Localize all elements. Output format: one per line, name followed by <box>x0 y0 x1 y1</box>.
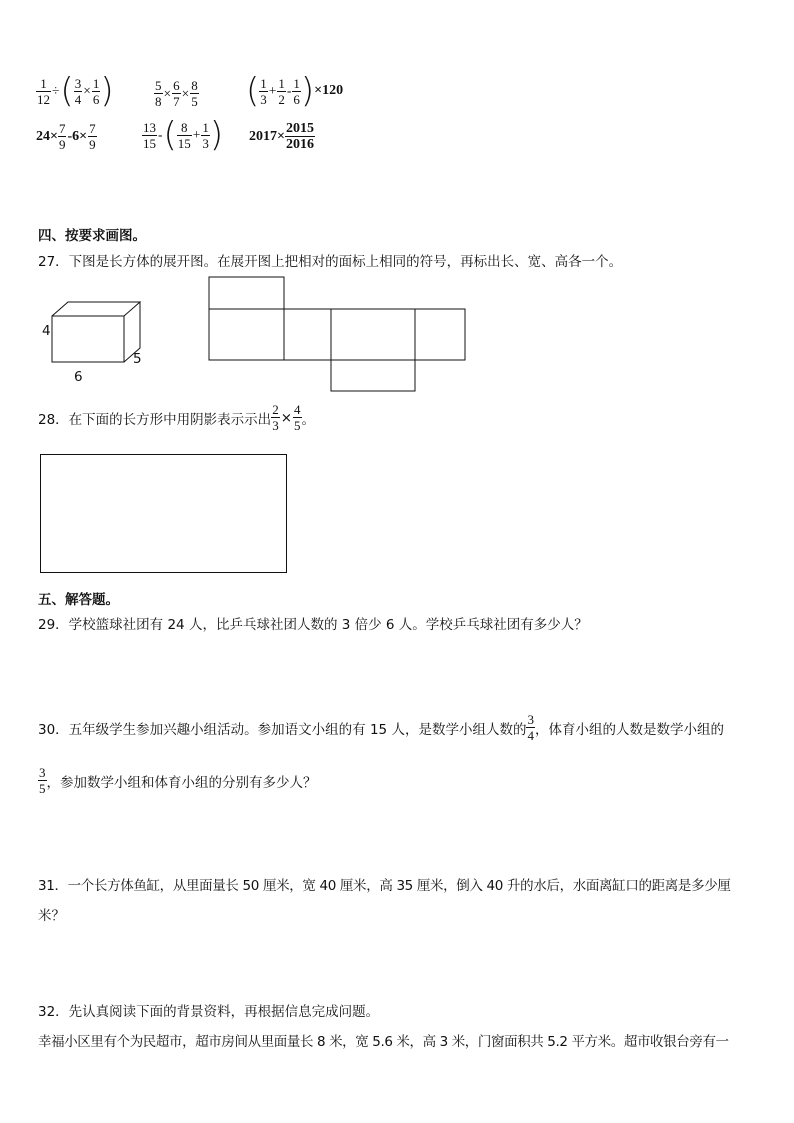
fraction: $\frac{3}{4}$ <box>74 75 82 107</box>
question-28-text <box>38 402 315 433</box>
operator: + <box>192 127 201 142</box>
fraction: $\frac{7}{9}$ <box>58 121 66 152</box>
net-face-top <box>209 277 284 309</box>
fraction: $\frac{13}{15}$ <box>143 119 156 151</box>
question-29-text: 29．学校篮球社团有 24 人，比乒乓球社团人数的 3 倍少 6 人。学校乒乓球社团有多少人？ <box>38 617 588 633</box>
question-31-line-1: 31．一个长方体鱼缸，从里面量长 50 厘米，宽 40 厘米，高 35 厘米，倒入 40 升的水后，水面离缸口的距离是多少厘 <box>38 878 731 894</box>
question-27-text: 27．下图是长方体的展开图。在展开图上把相对的面标上相同的符号，再标出长、宽、高各一个。 <box>38 254 623 270</box>
fraction: $\frac{8}{15}$ <box>177 119 191 151</box>
operator: - <box>158 127 163 142</box>
fraction: $\frac{7}{9}$ <box>89 121 96 152</box>
question-28-prefix: 28．在下面的长方形中用阴影表示示出 <box>38 411 272 428</box>
question-30-text-b: ，体育小组的人数是数学小组的 <box>534 721 724 738</box>
operator: ÷ <box>52 83 60 98</box>
operator: + <box>268 83 277 98</box>
operator: × <box>83 83 91 98</box>
fraction: $\frac{3}{4}$ <box>527 712 534 743</box>
right-paren: ) <box>300 71 315 111</box>
question-32-line-1: 32．先认真阅读下面的背景资料，再根据信息完成问题。 <box>38 1004 380 1020</box>
cuboid-length-label: 6 <box>74 369 83 385</box>
fraction: $\frac{3}{5}$ <box>39 765 46 796</box>
fraction: $\frac{1}{2}$ <box>278 75 285 107</box>
net-face-1 <box>209 309 284 360</box>
left-paren: ( <box>246 71 260 111</box>
fraction: $\frac{6}{7}$ <box>173 78 180 109</box>
fraction: $\frac{1}{3}$ <box>202 119 209 151</box>
lead-term: 2017× <box>249 128 285 144</box>
operator: -6× <box>67 128 88 144</box>
left-paren: ( <box>60 71 74 111</box>
fraction: $\frac{4}{5}$ <box>294 402 301 433</box>
fraction: $\frac{1}{6}$ <box>293 75 300 107</box>
right-paren: ) <box>209 115 224 155</box>
section-5-title: 五、解答题。 <box>38 592 119 608</box>
question-28-suffix: 。 <box>301 411 315 428</box>
operator: × <box>181 85 190 101</box>
cuboid-width-label: 5 <box>133 351 142 367</box>
net-face-bottom <box>331 360 415 391</box>
right-paren: ) <box>100 71 114 111</box>
question-31-line-2: 米？ <box>38 908 65 924</box>
question-30-text-a: 30．五年级学生参加兴趣小组活动。参加语文小组的有 15 人，是数学小组人数的 <box>38 721 527 738</box>
net-face-4 <box>415 309 465 360</box>
fraction: $\frac{1}{6}$ <box>92 75 100 107</box>
section-4-title: 四、按要求画图。 <box>38 228 146 244</box>
fraction: $\frac{2015}{2016}$ <box>285 121 314 152</box>
operator: × <box>280 409 292 426</box>
operator: - <box>286 83 292 98</box>
question-30-text-c: ，参加数学小组和体育小组的分别有多少人？ <box>46 774 317 791</box>
shading-rectangle[interactable] <box>40 454 287 573</box>
multiplier: ×120 <box>314 83 344 98</box>
operator: × <box>163 85 172 101</box>
fraction: $\frac{1}{12}$ <box>37 75 50 107</box>
cuboid-height-label: 4 <box>42 323 51 339</box>
left-paren: ( <box>163 115 177 155</box>
question-30-line-1 <box>38 712 724 743</box>
lead-term: 24× <box>36 128 58 144</box>
fraction: $\frac{5}{8}$ <box>155 78 162 109</box>
net-face-2 <box>284 309 331 360</box>
question-32-line-2: 幸福小区里有个为民超市，超市房间从里面量长 8 米，宽 5.6 米，高 3 米，门窗面积共 5.2 平方米。超市收银台旁有一 <box>38 1034 729 1050</box>
fraction: $\frac{1}{3}$ <box>260 75 267 107</box>
fraction: $\frac{2}{3}$ <box>272 402 279 433</box>
net-face-3 <box>331 309 415 360</box>
fraction: $\frac{8}{5}$ <box>191 78 198 109</box>
question-30-line-2 <box>38 765 317 796</box>
